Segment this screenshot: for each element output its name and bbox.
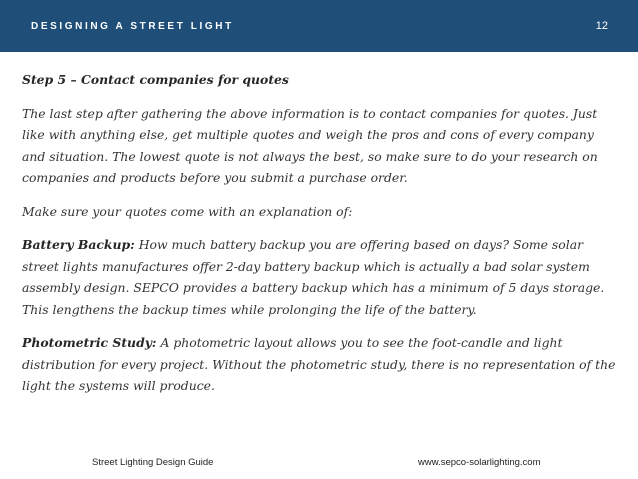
photometric-text: A photometric layout allows you to see the foot-candle and light distribution for every project. Without the photometric study, there is no representation of the light the systems will produce. (22, 335, 616, 393)
photometric-term: Photometric Study: (22, 335, 157, 350)
battery-backup-text: How much battery backup you are offering based on days? Some solar street lights manufactures offer 2-day battery backup which is actually a bad solar system assembly design. SEPCO provides a battery backup which has a minimum of 5 days storage. This lengthens the backup times while prolonging the life of the battery. (22, 237, 605, 317)
page-body (22, 69, 620, 397)
explanation-lead: Make sure your quotes come with an explanation of: (22, 203, 353, 219)
page-number: 12 (595, 20, 608, 32)
battery-backup-paragraph (22, 234, 620, 320)
header-bar (0, 0, 638, 52)
footer-website: www.sepco-solarlighting.com (418, 457, 541, 468)
battery-backup-term: Battery Backup: (22, 237, 135, 252)
intro-paragraph: The last step after gathering the above information is to contact companies for quotes. Just like with anything else, get multiple quotes and weigh the pros and cons of every company and situation. The lowest quote is not always the best, so make sure to do your research on companies and products before you submit a purchase order. (22, 105, 598, 185)
step-heading: Step 5 – Contact companies for quotes (22, 72, 289, 87)
photometric-paragraph (22, 332, 620, 397)
footer-guide-title: Street Lighting Design Guide (92, 457, 214, 468)
document-title: DESIGNING A STREET LIGHT (31, 21, 234, 32)
